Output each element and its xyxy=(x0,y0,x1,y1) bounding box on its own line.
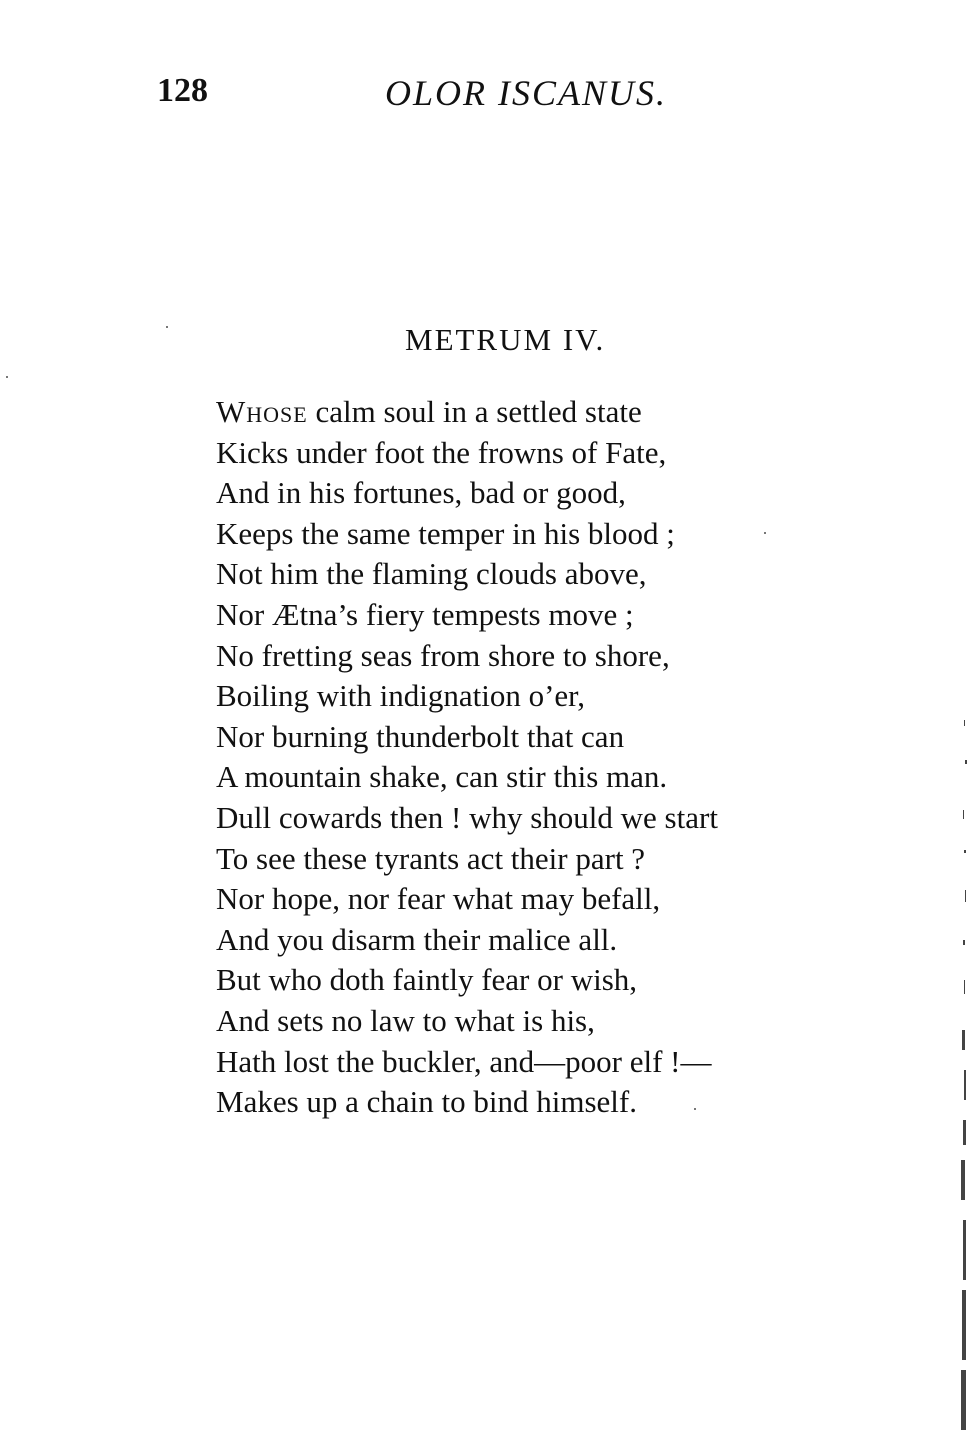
poem-line: A mountain shake, can stir this man. xyxy=(216,759,668,795)
poem-line: Nor burning thunderbolt that can xyxy=(216,718,625,754)
poem-line: Nor hope, nor fear what may befall, xyxy=(216,881,661,917)
poem-body xyxy=(216,392,836,1123)
stray-mark xyxy=(166,326,168,328)
poem-first-line-rest: calm soul in a settled state xyxy=(307,394,642,429)
running-title: OLOR ISCANUS. xyxy=(385,73,668,113)
poem-line: And you disarm their malice all. xyxy=(216,921,618,957)
stray-mark xyxy=(6,376,8,378)
binding-edge-speckle xyxy=(958,700,968,1440)
poem-line xyxy=(216,392,836,433)
poem-line: Hath lost the buckler, and—poor elf !— xyxy=(216,1043,712,1079)
poem-line: Keeps the same temper in his blood ; xyxy=(216,515,675,551)
poem-first-word: Whose xyxy=(216,394,308,429)
stray-mark xyxy=(694,1108,696,1110)
poem-title: METRUM IV. xyxy=(405,322,606,357)
poem-line: Nor Ætna’s fiery tempests move ; xyxy=(216,596,634,632)
poem-line: To see these tyrants act their part ? xyxy=(216,840,646,876)
poem-line: No fretting seas from shore to shore, xyxy=(216,637,670,673)
page-number: 128 xyxy=(157,72,208,109)
poem-line: Not him the flaming clouds above, xyxy=(216,556,647,592)
poem-line: And in his fortunes, bad or good, xyxy=(216,475,626,511)
poem-line: And sets no law to what is his, xyxy=(216,1002,595,1038)
stray-mark xyxy=(764,532,766,534)
poem-line: But who doth faintly fear or wish, xyxy=(216,962,638,998)
poem-line: Makes up a chain to bind himself. xyxy=(216,1084,637,1120)
poem-line: Kicks under foot the frowns of Fate, xyxy=(216,434,667,470)
poem-line: Boiling with indignation o’er, xyxy=(216,678,586,714)
poem-line: Dull cowards then ! why should we start xyxy=(216,799,718,835)
